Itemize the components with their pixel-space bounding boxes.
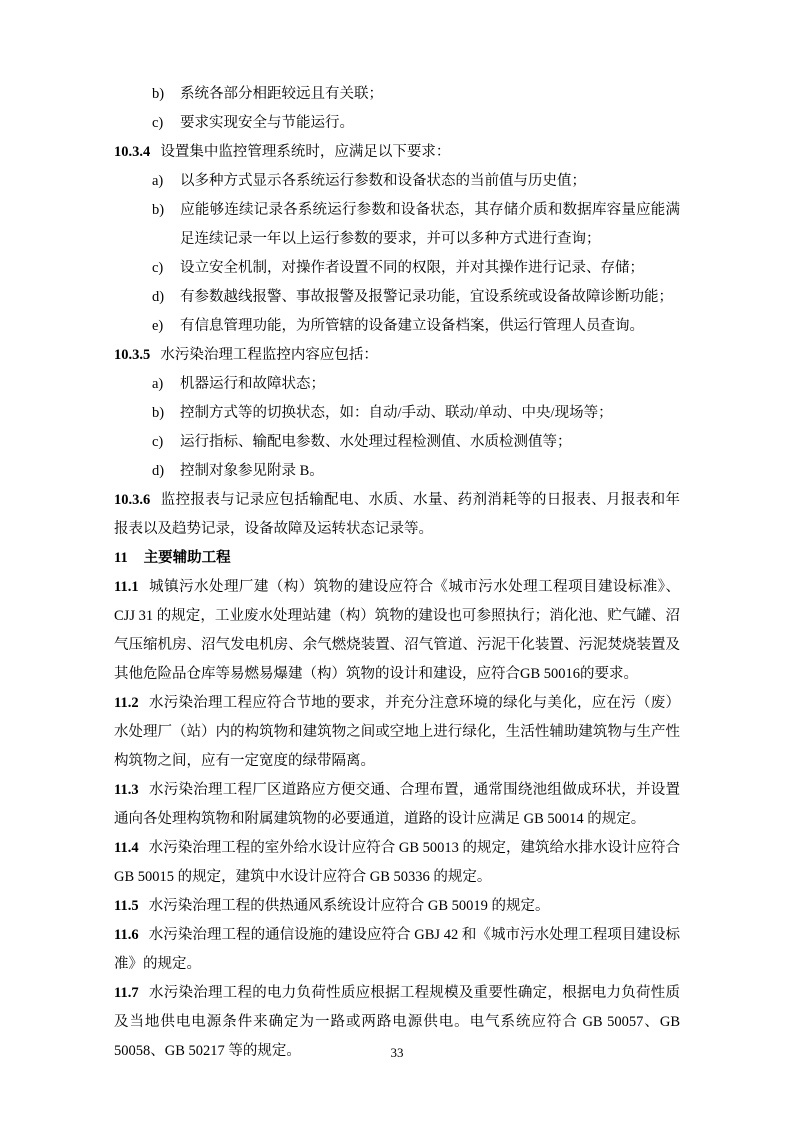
list-item [152,370,680,399]
list-item [152,167,680,196]
section-heading-11 [114,544,680,573]
list-text: 要求实现安全与节能运行。 [180,115,354,131]
clause-10-3-4 [114,138,680,167]
clause-number: 11.2 [114,695,139,711]
list-item [152,428,680,457]
list-label: e) [152,318,164,334]
section-number: 11 [114,550,128,566]
clause-text: 水污染治理工程的室外给水设计应符合 GB 50013 的规定，建筑给水排水设计应符合 GB 50015 的规定，建筑中水设计应符合 GB 50336 的规定。 [114,840,680,885]
clause-number: 11.1 [114,579,139,595]
list-text: 机器运行和故障状态； [180,376,325,392]
list-label: c) [152,434,164,450]
list-label: b) [152,86,165,102]
clause-text: 监控报表与记录应包括输配电、水质、水量、药剂消耗等的日报表、月报表和年报表以及趋势记录，设备故障及运转状态记录等。 [114,492,680,537]
list-label: d) [152,289,165,305]
clause-10-3-5 [114,341,680,370]
list-item [152,399,680,428]
clause-text: 水污染治理工程的电力负荷性质应根据工程规模及重要性确定，根据电力负荷性质及当地供电电源条件来确定为一路或两路电源供电。电气系统应符合 GB 50057、GB 50058、GB 50217 等的规定。 [114,985,680,1059]
clause-10-3-6 [114,486,680,544]
list-label: a) [152,376,164,392]
list-text: 以多种方式显示各系统运行参数和设备状态的当前值与历史值； [180,173,586,189]
clause-11-4 [114,834,680,892]
clause-text: 水污染治理工程厂区道路应方便交通、合理布置，通常围绕池组做成环状，并设置通向各处理构筑物和附属建筑物的必要通道，道路的设计应满足 GB 50014 的规定。 [114,782,680,827]
clause-text: 水污染治理工程的通信设施的建设应符合 GBJ 42 和《城市污水处理工程项目建设标准》的规定。 [114,927,680,972]
clause-11-1 [114,573,680,689]
clause-11-5 [114,892,680,921]
clause-11-2 [114,689,680,776]
clause-number: 11.4 [114,840,139,856]
list-text: 系统各部分相距较远且有关联； [180,86,383,102]
list-item [152,457,680,486]
list-item [152,283,680,312]
list-text: 运行指标、输配电参数、水处理过程检测值、水质检测值等； [180,434,572,450]
list-item [152,254,680,283]
list-text: 有参数越线报警、事故报警及报警记录功能，宜设系统或设备故障诊断功能； [180,289,673,305]
list-item [152,196,680,254]
clause-text: 设置集中监控管理系统时，应满足以下要求： [160,144,451,160]
clause-text: 水污染治理工程应符合节地的要求，并充分注意环境的绿化与美化，应在污（废）水处理厂（站）内的构筑物和建筑物之间或空地上进行绿化，生活性辅助建筑物与生产性构筑物之间，应有一定宽度的绿带隔离。 [114,695,680,769]
list-label: b) [152,202,165,218]
clause-number: 10.3.4 [114,144,151,160]
list-label: d) [152,463,165,479]
list-text: 控制方式等的切换状态，如：自动/手动、联动/单动、中央/现场等； [180,405,613,421]
clause-text: 水污染治理工程的供热通风系统设计应符合 GB 50019 的规定。 [148,898,550,914]
list-label: c) [152,115,164,131]
clause-text: 水污染治理工程监控内容应包括： [160,347,378,363]
list-text: 应能够连续记录各系统运行参数和设备状态，其存储介质和数据库容量应能满足连续记录一年以上运行参数的要求，并可以多种方式进行查询； [180,202,680,247]
list-label: a) [152,173,164,189]
list-label: b) [152,405,165,421]
clause-number: 11.6 [114,927,139,943]
list-item [152,109,680,138]
clause-number: 11.5 [114,898,139,914]
clause-text: 城镇污水处理厂建（构）筑物的建设应符合《城市污水处理工程项目建设标准》、CJJ 31 的规定，工业废水处理站建（构）筑物的建设也可参照执行；消化池、贮气罐、沼气压缩机房、沼气发电机房、余气燃烧装置、沼气管道、污泥干化装置、污泥焚烧装置及其他危险品仓库等易燃易爆建（构）筑物的设计和建设，应符合GB 50016的要求。 [114,579,680,682]
section-title: 主要辅助工程 [143,550,231,566]
list-text: 设立安全机制，对操作者设置不同的权限，并对其操作进行记录、存储； [180,260,644,276]
list-item [152,80,680,109]
clause-11-3 [114,776,680,834]
page-number: 33 [390,1045,404,1060]
clause-number: 11.7 [114,985,139,1001]
list-item [152,312,680,341]
list-text: 有信息管理功能，为所管辖的设备建立设备档案，供运行管理人员查询。 [180,318,644,334]
list-text: 控制对象参见附录 B。 [180,463,324,479]
clause-number: 10.3.5 [114,347,151,363]
clause-number: 11.3 [114,782,139,798]
list-label: c) [152,260,164,276]
clause-number: 10.3.6 [114,492,151,508]
clause-11-6 [114,921,680,979]
